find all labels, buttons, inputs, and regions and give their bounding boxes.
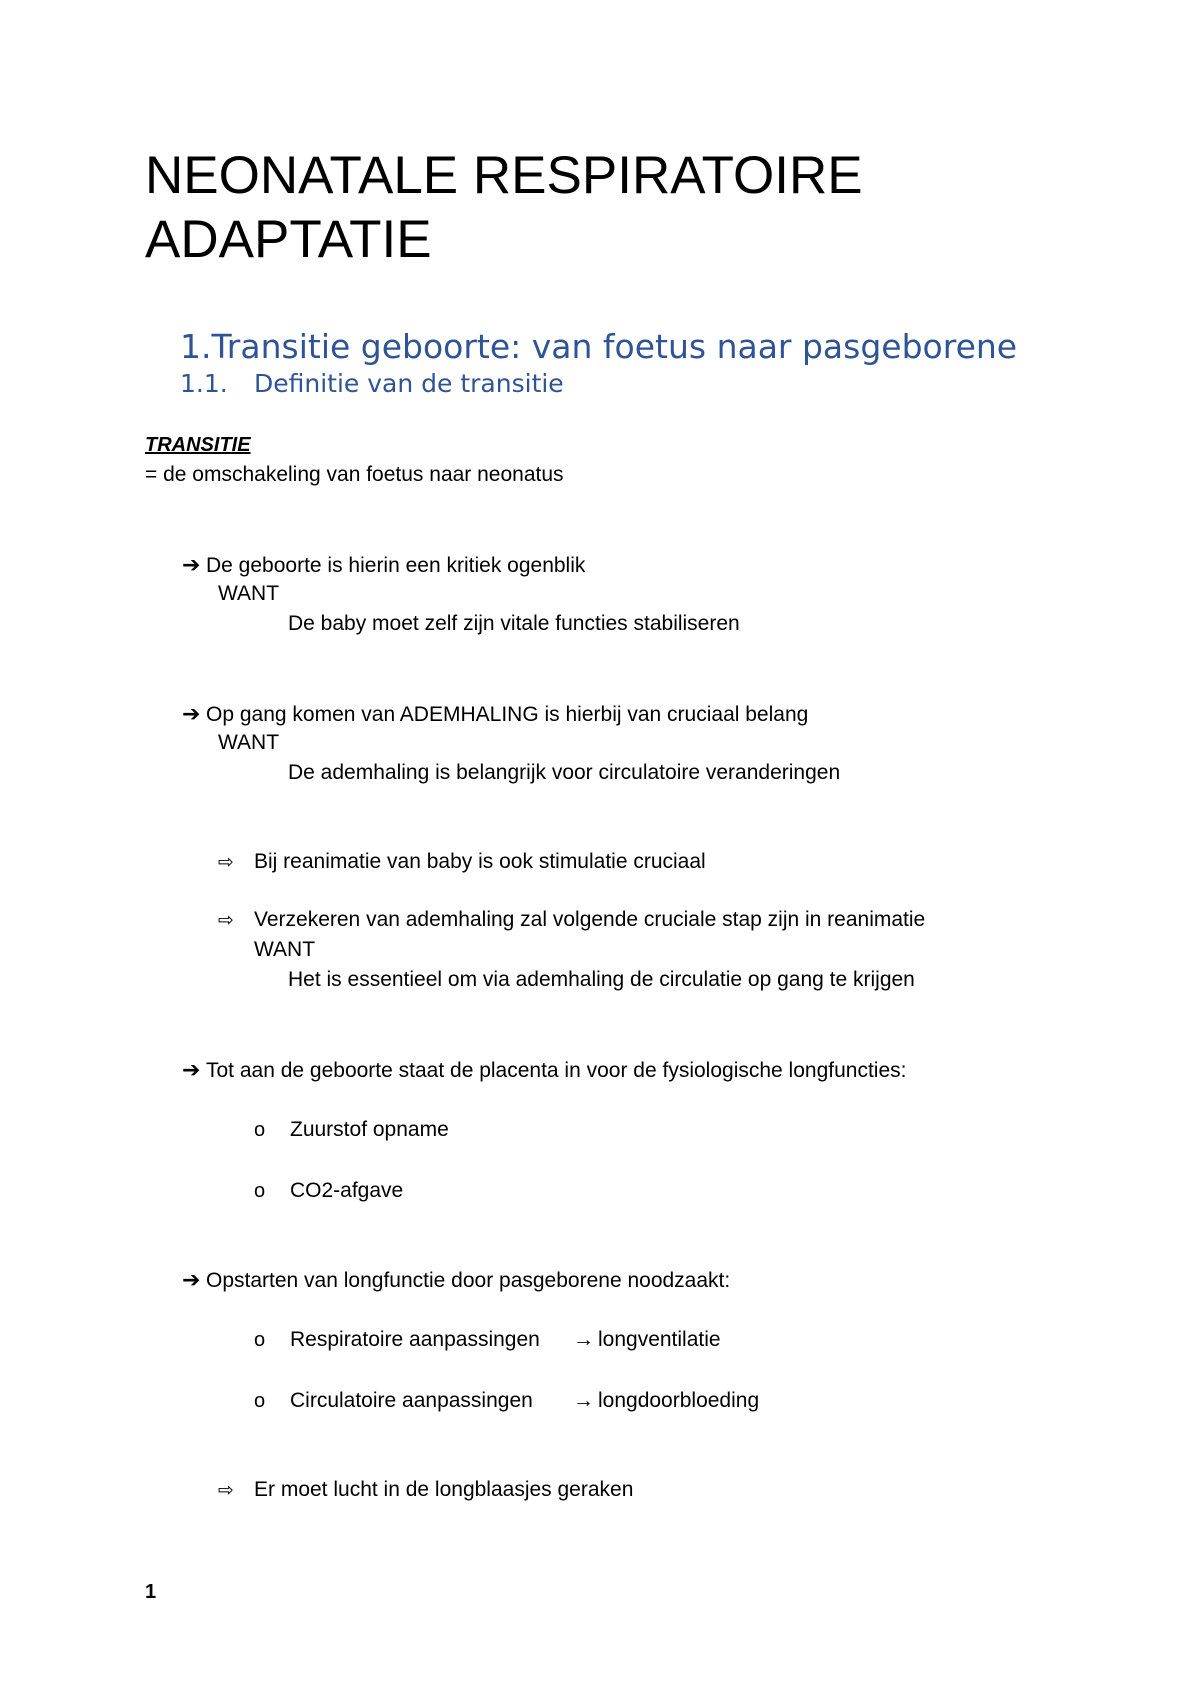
point-2b [218,908,925,932]
point-4a-text: Er moet lucht in de longblaasjes geraken [254,1478,634,1501]
solid-arrow-icon: ➔ [182,701,201,726]
point-2a-text: Bij reanimatie van baby is ook stimulatie cruciaal [254,850,706,873]
point-4-item-1 [254,1328,540,1352]
point-1-text: De geboorte is hierin een kritiek ogenblik [206,554,586,577]
point-4-item-1-label: Respiratoire aanpassingen [290,1328,540,1351]
outline-arrow-icon: ⇨ [218,852,234,873]
point-4a [218,1478,633,1502]
point-4-item-2-label: Circulatoire aanpassingen [290,1389,533,1412]
point-4-text: Opstarten van longfunctie door pasgeborene noodzaakt: [206,1269,731,1292]
definition-text: = de omschakeling van foetus naar neonatus [145,463,564,486]
heading-1-text: Transitie geboorte: van foetus naar pasgeborene [211,327,1018,366]
point-3-item-2 [254,1179,403,1203]
term-transitie: TRANSITIE [145,434,251,456]
point-2-want: WANT [218,731,280,754]
hollow-circle-icon: o [254,1390,266,1412]
title-line-1: NEONATALE RESPIRATOIRE [145,146,863,205]
solid-arrow-icon: ➔ [182,552,201,577]
heading-2-number: 1.1. [180,369,228,398]
solid-arrow-icon: ➔ [182,1267,201,1292]
point-4-item-1-result [573,1328,721,1352]
hollow-circle-icon: o [254,1329,266,1351]
point-2-reason: De ademhaling is belangrijk voor circulatoire veranderingen [288,761,841,784]
outline-arrow-icon: ⇨ [218,1480,234,1501]
point-2a [218,850,706,874]
heading-2 [180,369,564,398]
point-2b-text: Verzekeren van ademhaling zal volgende cruciale stap zijn in reanimatie [254,908,926,931]
point-2b-want: WANT [254,938,316,961]
point-4 [182,1267,730,1293]
point-4-item-2-result-text: longdoorbloeding [598,1389,760,1412]
point-4-item-2 [254,1389,533,1413]
outline-arrow-icon: ⇨ [218,910,234,931]
right-arrow-icon: → [573,1328,594,1351]
solid-arrow-icon: ➔ [182,1057,201,1082]
hollow-circle-icon: o [254,1180,266,1202]
point-2 [182,701,808,727]
point-3 [182,1057,906,1083]
point-3-item-1-text: Zuurstof opname [290,1118,449,1141]
heading-1 [180,327,1017,366]
hollow-circle-icon: o [254,1119,266,1141]
right-arrow-icon: → [573,1389,594,1412]
point-1-reason: De baby moet zelf zijn vitale functies stabiliseren [288,612,740,635]
title-line-2: ADAPTATIE [145,210,432,269]
point-1-want: WANT [218,582,280,605]
page-number: 1 [145,1581,157,1603]
point-2-text: Op gang komen van ADEMHALING is hierbij van cruciaal belang [206,703,809,726]
point-3-item-2-text: CO2-afgave [290,1179,404,1202]
heading-1-number: 1. [180,327,212,366]
point-4-item-2-result [573,1389,759,1413]
point-3-text: Tot aan de geboorte staat de placenta in voor de fysiologische longfuncties: [206,1059,907,1082]
point-3-item-1 [254,1118,449,1142]
heading-2-text: Definitie van de transitie [254,369,564,398]
document-title [145,144,863,272]
point-1 [182,552,585,578]
point-4-item-1-result-text: longventilatie [598,1328,721,1351]
point-2b-reason: Het is essentieel om via ademhaling de circulatie op gang te krijgen [288,968,915,991]
